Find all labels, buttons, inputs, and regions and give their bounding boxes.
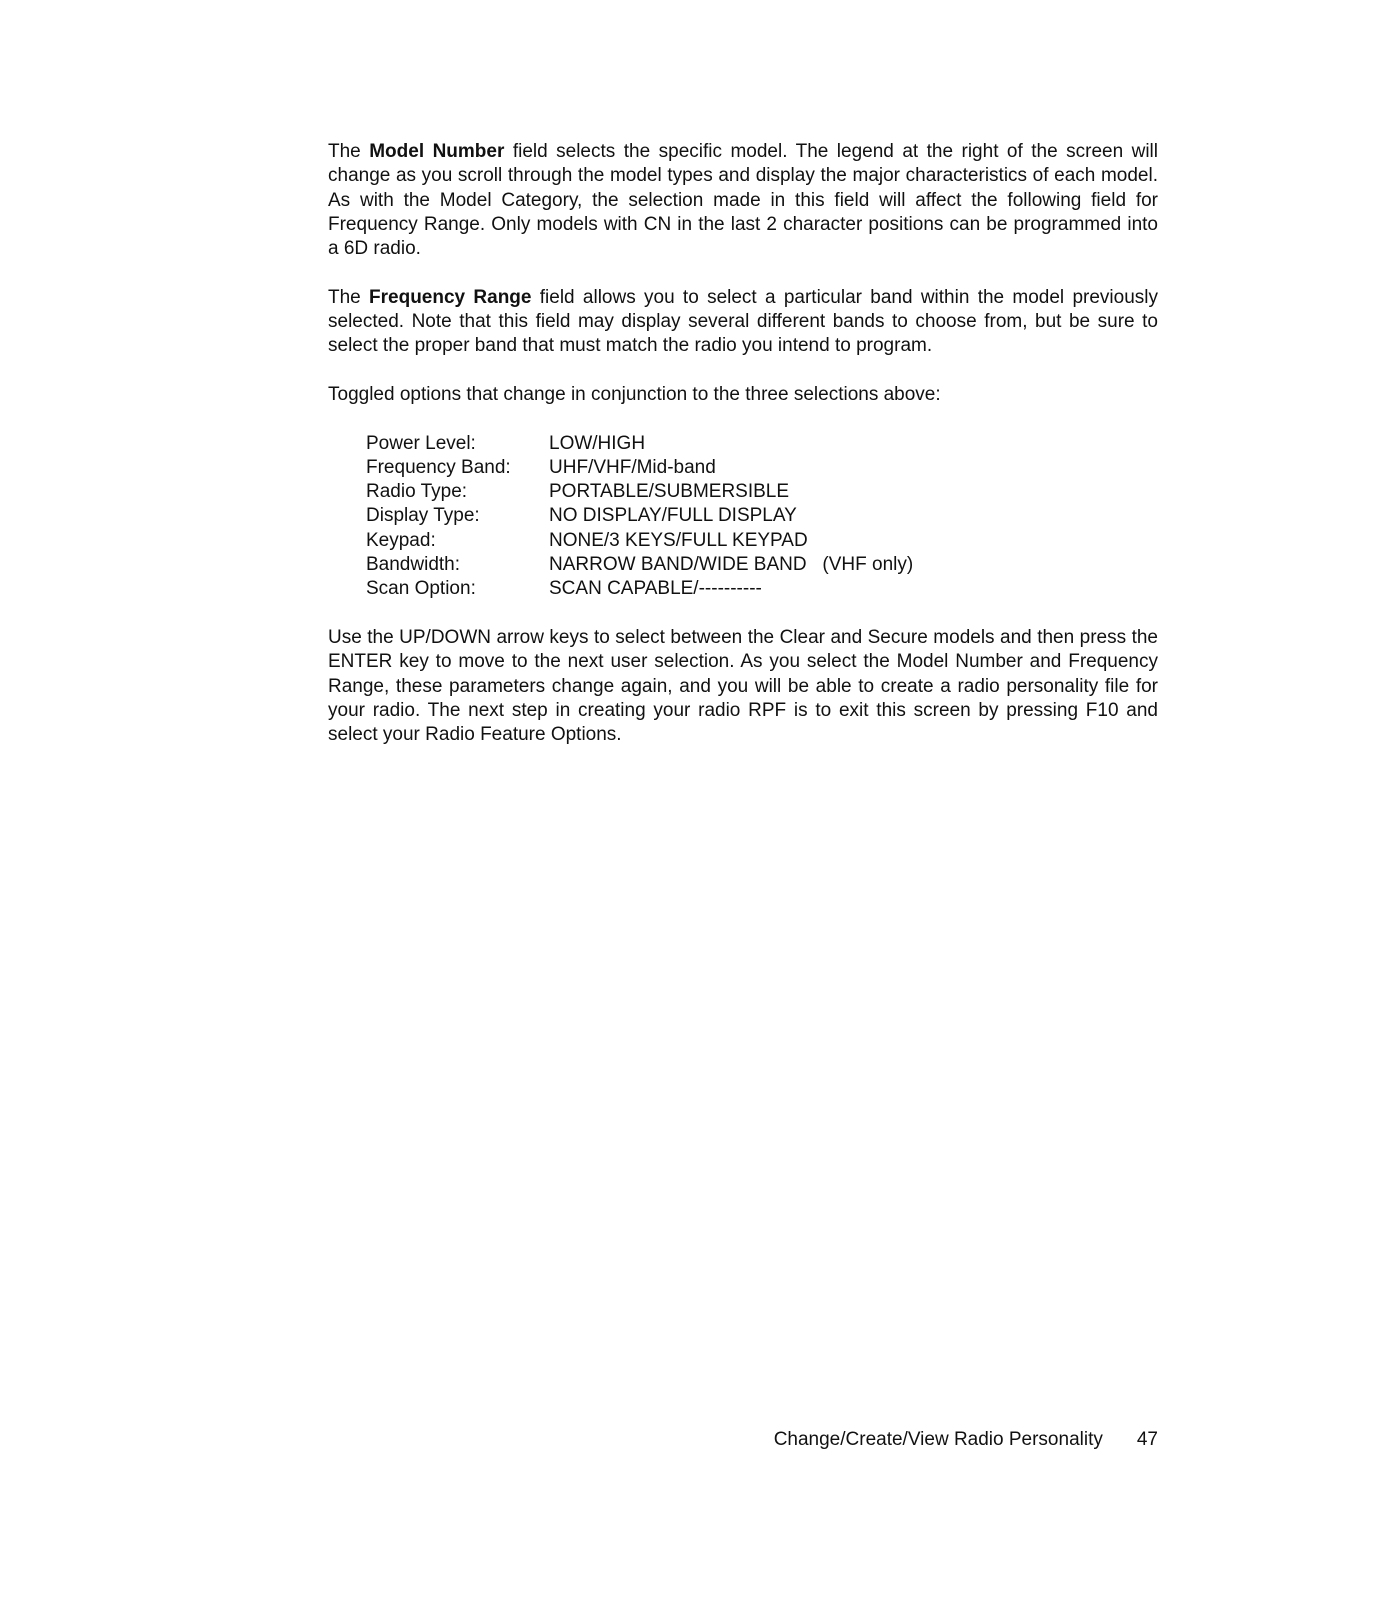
- option-label: Keypad:: [366, 529, 436, 551]
- option-label: Bandwidth:: [366, 554, 461, 576]
- option-value: LOW/HIGH: [549, 432, 646, 454]
- option-row-keypad: [366, 529, 1158, 553]
- option-row-display-type: [366, 504, 1158, 528]
- paragraph-text: field selects the specific model. The legend at the right of the screen will change as you scroll through the model types and display the major characteristics of each model. As with the Model Category, the selection made in this field will affect the following field for Frequency Range. Only models with CN in the last 2 character positions can be programmed into a 6D radio.: [328, 141, 1159, 260]
- option-value: NONE/3 KEYS/FULL KEYPAD: [549, 529, 808, 551]
- model-number-paragraph: [328, 140, 1158, 261]
- option-row-bandwidth: [366, 553, 1158, 577]
- option-label: Frequency Band:: [366, 456, 511, 478]
- option-value: NARROW BAND/WIDE BAND (VHF only): [549, 554, 914, 576]
- page-body: [328, 140, 1158, 772]
- option-value: NO DISPLAY/FULL DISPLAY: [549, 505, 797, 527]
- paragraph-lead: The: [328, 141, 370, 162]
- option-row-frequency-band: [366, 456, 1158, 480]
- frequency-range-term: Frequency Range: [369, 286, 532, 308]
- paragraph-text: field allows you to select a particular band within the model previously selected. Note that this field may display several different bands to choose from, but be sure to select the proper band that must match the radio you intend to program.: [328, 286, 1158, 357]
- option-label: Display Type:: [366, 505, 480, 527]
- closing-paragraph: Use the UP/DOWN arrow keys to select between the Clear and Secure models and then press the ENTER key to move to the next user selection. As you select the Model Number and Frequency Range, these parameters change again, and you will be able to create a radio personality file for your radio. The next step in creating your radio RPF is to exit this screen by pressing F10 and select your Radio Feature Options.: [328, 626, 1158, 746]
- page-footer: [750, 1428, 1158, 1452]
- option-row-radio-type: [366, 480, 1158, 504]
- toggled-options-list: [366, 432, 1158, 602]
- page-number: 47: [1136, 1429, 1158, 1450]
- option-row-scan-option: [366, 577, 1158, 601]
- option-row-power-level: [366, 432, 1158, 456]
- option-value: SCAN CAPABLE/----------: [549, 578, 762, 600]
- option-value: PORTABLE/SUBMERSIBLE: [549, 481, 790, 503]
- frequency-range-paragraph: [328, 286, 1158, 359]
- option-label: Scan Option:: [366, 578, 476, 600]
- paragraph-lead: The: [328, 286, 370, 308]
- option-label: Power Level:: [366, 432, 476, 454]
- model-number-term: Model Number: [369, 141, 505, 162]
- toggled-options-intro: Toggled options that change in conjunction to the three selections above:: [328, 383, 941, 405]
- option-value: UHF/VHF/Mid-band: [549, 456, 716, 478]
- option-label: Radio Type:: [366, 481, 468, 503]
- footer-section-title: Change/Create/View Radio Personality: [773, 1429, 1103, 1450]
